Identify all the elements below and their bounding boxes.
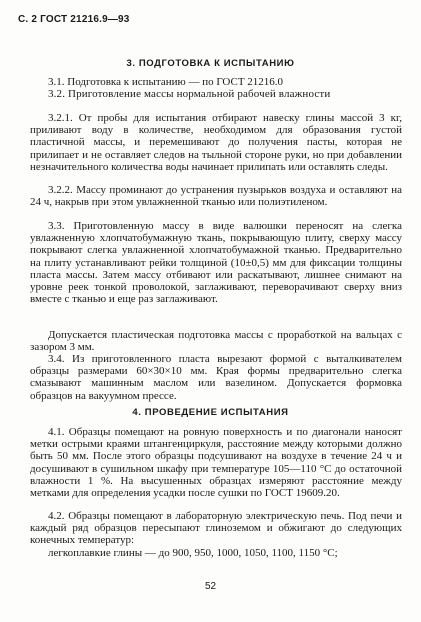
paragraph-3-2-1: 3.2.1. От пробы для испытания отбирают навеску глины массой 3 кг, приливают воду в количестве, необходимом для образования густой пластичной массы, и перемешивают до получения пасты, которая не прилипает и не оставляет следов на тыльной стороне руки, но при добавлении незначительного количества воды начинает прилипать или оставлять следы. (30, 112, 402, 173)
page-number: 52 (204, 581, 217, 592)
running-header: С. 2 ГОСТ 21216.9—93 (18, 14, 130, 25)
paragraph-3-3: 3.3. Приготовленную массу в виде валюшки переносят на слегка увлажненную хлопчатобумажную ткань, покрывающую плиту, сверху массу покрывают слегка увлажненной хлопчатобумажной тканью. Предварительно на плиту устанавливают рейки толщиной (10±0,5) мм для фиксации толщины пласта массы. Затем массу отбивают или раскатывают, лишнее снимают на уровне реек тонкой проволокой, заглаживают, переворачивают сверху вниз вместе с тканью и еще раз заглаживают. (30, 220, 402, 306)
section-3-heading: 3. ПОДГОТОВКА К ИСПЫТАНИЮ (126, 58, 295, 69)
note-paragraph: Допускается пластическая подготовка массы с проработкой на вальцах с зазором 3 мм. (30, 329, 402, 354)
paragraph-3-2: 3.2. Приготовление массы нормальной рабочей влажности (48, 88, 331, 100)
paragraph-3-1: 3.1. Подготовка к испытанию — по ГОСТ 21216.0 (48, 76, 284, 88)
paragraph-3-4: 3.4. Из приготовленного пласта вырезают формой с выталкивателем образцы размерами 60×30×10 мм. Края формы предварительно слегка смазывают машинным маслом или вазелином. Допускается формовка образцов на вакуумном прессе. (30, 353, 402, 402)
paragraph-4-2: 4.2. Образцы помещают в лабораторную электрическую печь. Под печи и каждый ряд образцов пересыпают глиноземом и обжигают до следующих конечных температур: (30, 510, 402, 547)
temperature-list-item: легкоплавкие глины — до 900, 950, 1000, 1050, 1100, 1150 °С; (48, 547, 338, 559)
paragraph-3-2-2: 3.2.2. Массу проминают до устранения пузырьков воздуха и оставляют на 24 ч, накрыв при этом увлажненной тканью или полиэтиленом. (30, 184, 402, 209)
paragraph-4-1: 4.1. Образцы помещают на ровную поверхность и по диагонали наносят метки острыми краями штангенциркуля, расстояние между которыми должно быть 50 мм. После этого образцы подсушивают на воздухе в течение 24 ч и досушивают в сушильном шкафу при температуре 105—110 °С до остаточной влажности 1 %. На высушенных образцах измеряют расстояние между метками для определения усадки после сушки по ГОСТ 19609.20. (30, 426, 402, 500)
section-4-heading: 4. ПРОВЕДЕНИЕ ИСПЫТАНИЯ (132, 407, 289, 418)
